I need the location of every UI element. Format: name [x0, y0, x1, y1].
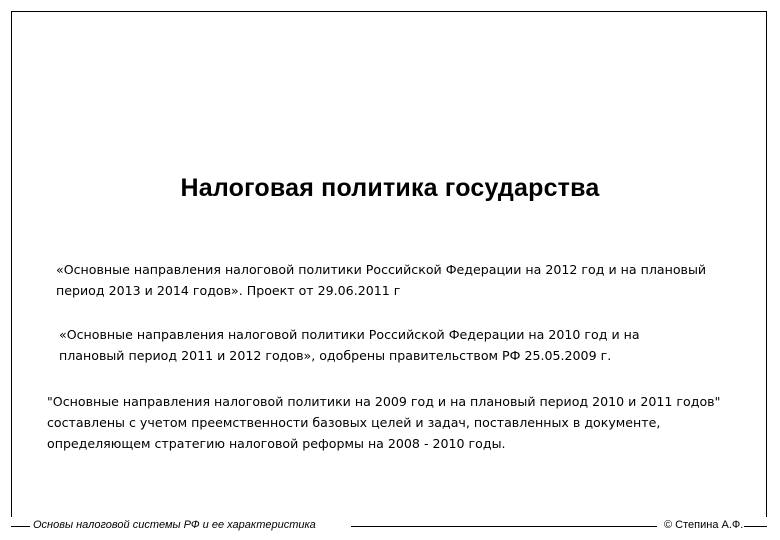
- paragraph-line: «Основные направления налоговой политики Российской Федерации на 2010 год и на: [59, 327, 640, 342]
- document-paragraph-2012: [56, 259, 706, 301]
- slide-footer: [0, 517, 780, 537]
- footer-divider: [744, 526, 767, 527]
- footer-divider: [351, 526, 657, 527]
- footer-course-title: Основы налоговой системы РФ и ее характеристика: [33, 519, 316, 531]
- paragraph-line: определяющем стратегию налоговой реформы на 2008 - 2010 годы.: [47, 436, 506, 451]
- paragraph-line: «Основные направления налоговой политики Российской Федерации на 2012 год и на плановый: [56, 262, 707, 277]
- document-paragraph-2009: [47, 391, 720, 454]
- slide-title: Налоговая политика государства: [180, 174, 600, 202]
- paragraph-line: плановый период 2011 и 2012 годов», одобрены правительством РФ 25.05.2009 г.: [59, 348, 612, 363]
- footer-divider: [11, 526, 30, 527]
- paragraph-line: период 2013 и 2014 годов». Проект от 29.06.2011 г: [56, 283, 401, 298]
- paragraph-line: составлены с учетом преемственности базовых целей и задач, поставленных в документе,: [47, 415, 661, 430]
- footer-copyright: © Степина А.Ф.: [664, 519, 744, 531]
- document-paragraph-2010: [59, 324, 640, 366]
- paragraph-line: "Основные направления налоговой политики на 2009 год и на плановый период 2010 и 2011 годов": [47, 394, 721, 409]
